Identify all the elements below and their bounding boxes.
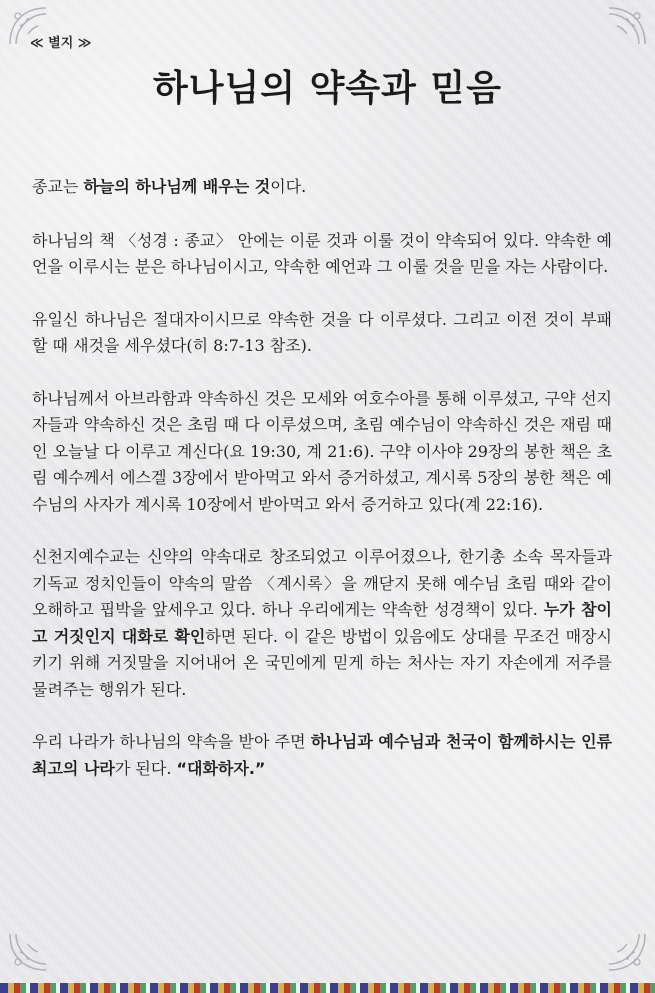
corner-flourish-icon	[605, 930, 649, 974]
corner-flourish-icon	[6, 930, 50, 974]
paragraph-3: 유일신 하나님은 절대자이시므로 약속한 것을 다 이루셨다. 그리고 이전 것이 부패할 때 새것을 세우셨다(히 8:7-13 참조).	[32, 309, 612, 355]
paragraph-4: 하나님께서 아브라함과 약속하신 것은 모세와 여호수아를 통해 이루셨고, 구약 선지자들과 약속하신 것은 초림 때 다 이루셨으며, 초림 예수님이 약속하신 것은 재림 때인 오늘날 다 이루고 계신다(요 19:30, 계 21:6). 구약 이사야 29장의 봉한 책은 초림 예수께서 에스겔 3장에서 받아먹고 와서 증거하셨고, 계시록 5장의 봉한 책은 예수님의 사자가 계시록 10장에서 받아먹고 와서 증거하고 있다(계 22:16).	[32, 388, 612, 514]
text-run: 우리 나라가 하나님의 약속을 받아 주면	[32, 732, 311, 751]
article-body	[32, 174, 612, 808]
paragraph-2: 하나님의 책 〈성경 : 종교〉 안에는 이룬 것과 이룰 것이 약속되어 있다. 약속한 예언을 이루시는 분은 하나님이시고, 약속한 예언과 그 이룰 것을 믿을 자는 사람이다.	[32, 230, 612, 276]
bold-text-run: 하늘의 하나님께 배우는 것	[83, 177, 271, 196]
corner-flourish-icon	[605, 4, 649, 48]
bold-quote: “대화하자.”	[176, 758, 266, 778]
text-run: 이다.	[270, 177, 307, 196]
text-run: 종교는	[32, 177, 84, 196]
page-title: 하나님의 약속과 믿음	[152, 68, 503, 109]
paragraph-5	[32, 544, 612, 703]
appendix-tag: ≪ 별지 ≫	[30, 36, 92, 51]
paragraph-1	[32, 174, 612, 201]
paragraph-6	[32, 729, 612, 782]
text-run: 하면 된다. 이 같은 방법이 있음에도 상대를 무조건 매장시키기 위해 거짓말을 지어내어 온 국민에게 믿게 하는 처사는 자기 자손에게 저주를 물려주는 행위가 된다.	[32, 626, 612, 699]
text-run: 가 된다.	[114, 758, 177, 778]
bold-text-run: 하나님과 예수님과 천국이 함께하시는 인류 최고의 나라	[32, 732, 612, 778]
decorative-stripe	[0, 983, 655, 993]
bold-text-run: 누가 참이고 거짓인지 대화로 확인	[32, 600, 612, 646]
text-run: 신천지예수교는 신약의 약속대로 창조되었고 이루어졌으나, 한기총 소속 목자들과 기독교 정치인들이 약속의 말씀 〈계시록〉을 깨닫지 못해 예수님 초림 때와 같이 오해하고 핍박을 앞세우고 있다. 하나 우리에게는 약속한 성경책이 있다.	[32, 547, 612, 619]
